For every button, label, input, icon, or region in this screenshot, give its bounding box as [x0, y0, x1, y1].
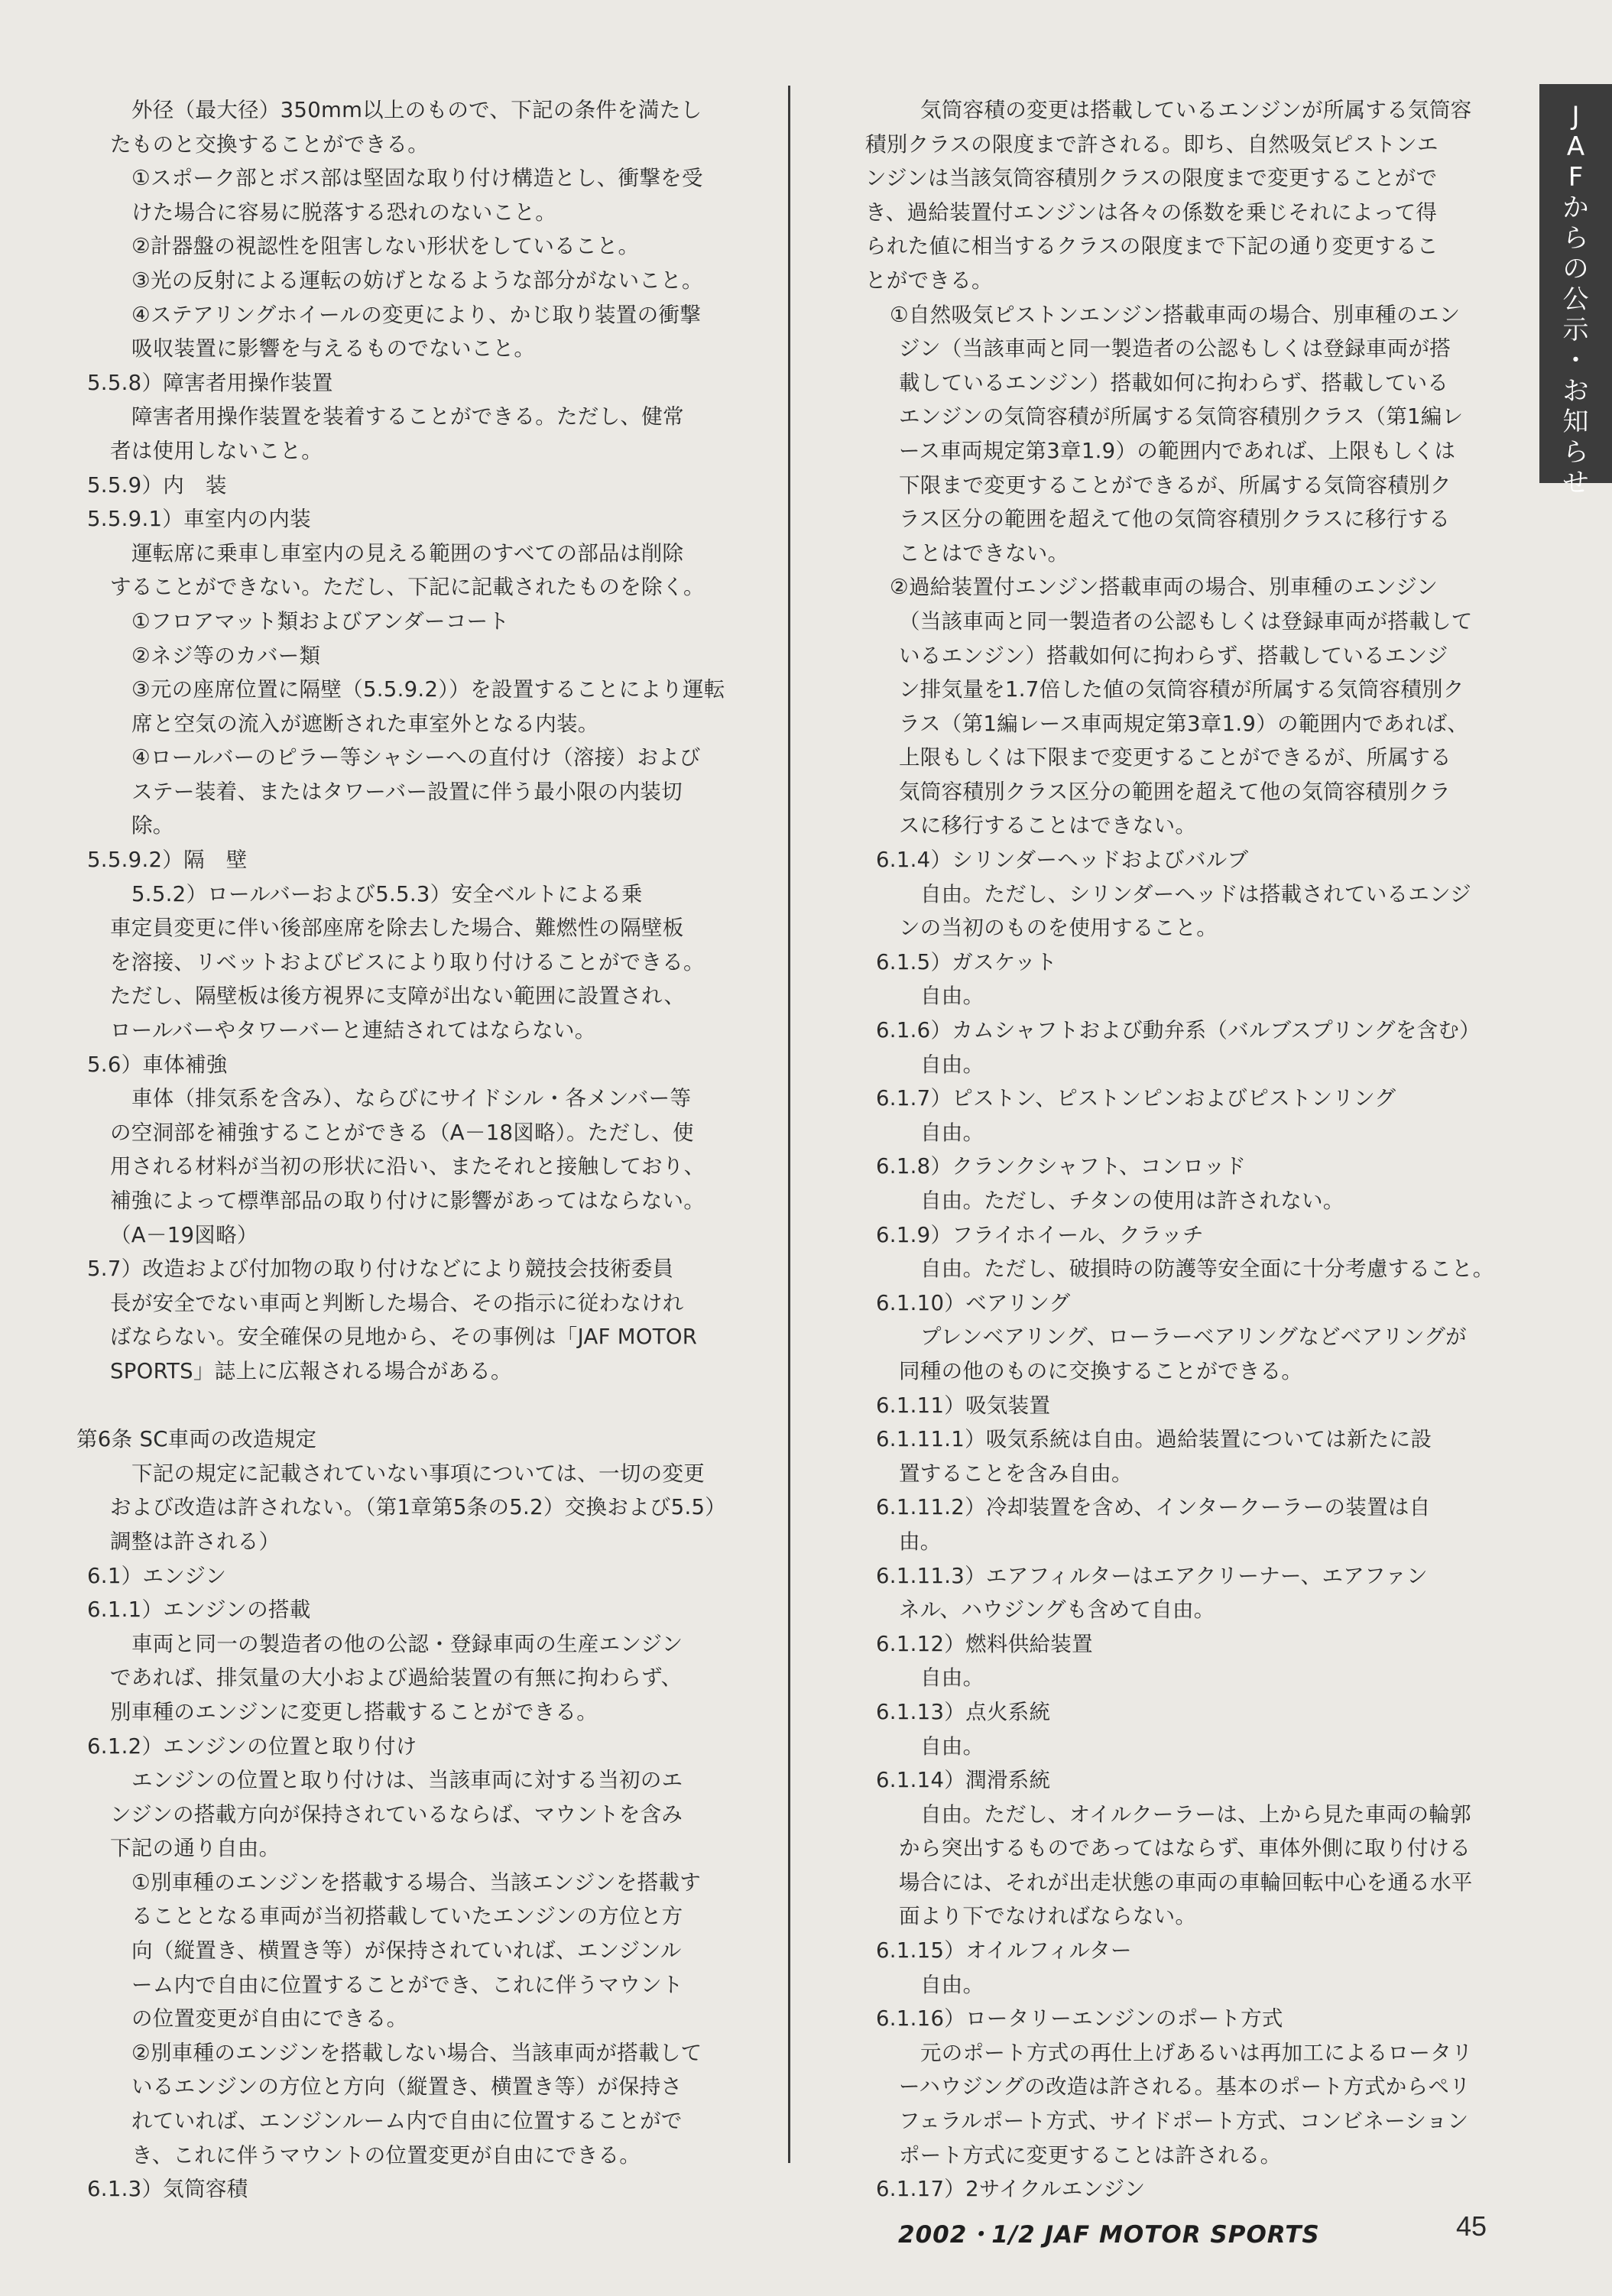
text-line: ーハウジングの改造は許される。基本のポート方式からペリ [899, 2074, 1471, 2100]
text-line: ポート方式に変更することは許される。 [899, 2142, 1282, 2168]
text-line: ラス（第1編レース車両規定第3章1.9）の範囲内であれば、 [899, 711, 1469, 736]
text-line: いるエンジン）搭載如何に拘わらず、搭載しているエンジ [899, 643, 1448, 668]
text-line: 障害者用操作装置を装着することができる。ただし、健常 [131, 404, 684, 430]
text-line: 自由。ただし、オイルクーラーは、上から見た車両の輪郭 [920, 1801, 1471, 1827]
text-line: 6.1.3）気筒容積 [87, 2177, 248, 2202]
text-line: 下記の通り自由。 [110, 1836, 281, 1861]
text-line: 置することを含み自由。 [899, 1461, 1133, 1486]
text-line: 5.5.9.1）車室内の内装 [87, 507, 311, 532]
text-line: 席と空気の流入が遮断された車室外となる内装。 [131, 711, 599, 736]
text-line: の位置変更が自由にできる。 [131, 2006, 408, 2032]
text-line: 6.1.4）シリンダーヘッドおよびバルブ [876, 848, 1249, 873]
side-tab-glyph: 知 [1562, 407, 1589, 437]
text-line: ンの当初のものを使用すること。 [899, 916, 1218, 941]
text-line: ②別車種のエンジンを搭載しない場合、当該車両が搭載して [131, 2040, 702, 2065]
text-line: スに移行することはできない。 [899, 813, 1197, 838]
side-tab-glyph: ら [1562, 223, 1589, 254]
text-line: ③光の反射による運転の妨げとなるような部分がないこと。 [131, 268, 703, 293]
text-line: 長が安全でない車両と判断した場合、その指示に従わなけれ [110, 1290, 684, 1315]
text-line: 6.1）エンジン [87, 1563, 227, 1588]
text-line: いるエンジンの方位と方向（縦置き、横置き等）が保持さ [131, 2074, 683, 2100]
text-line: たものと交換することができる。 [110, 131, 429, 157]
text-line: であれば、排気量の大小および過給装置の有無に拘わらず、 [110, 1665, 683, 1691]
text-line: フェラルポート方式、サイドポート方式、コンビネーション [899, 2109, 1469, 2134]
side-tab-glyph: 示 [1562, 315, 1589, 345]
text-line: 自由。ただし、シリンダーヘッドは搭載されているエンジ [920, 881, 1472, 906]
text-line: 6.1.14）潤滑系統 [876, 1768, 1051, 1793]
text-line: プレンベアリング、ローラーベアリングなどベアリングが [920, 1325, 1467, 1350]
text-line: 6.1.10）ベアリング [876, 1290, 1071, 1315]
text-line: けた場合に容易に脱落する恐れのないこと。 [131, 199, 556, 225]
text-line: 6.1.17）2サイクルエンジン [876, 2177, 1146, 2202]
text-line: の空洞部を補強することができる（A－18図略）。ただし、使 [110, 1120, 694, 1145]
text-line: 車定員変更に伴い後部座席を除去した場合、難燃性の隔壁板 [110, 916, 684, 941]
side-tab-glyph: 公 [1562, 284, 1589, 315]
text-line: から突出するものであってはならず、車体外側に取り付ける [899, 1836, 1471, 1861]
text-line: ③元の座席位置に隔壁（5.5.9.2））を設置することにより運転 [131, 677, 725, 702]
text-line [76, 1389, 749, 1423]
text-line: 気筒容積別クラス区分の範囲を超えて他の気筒容積別クラ [899, 779, 1451, 804]
text-line: 6.1.1）エンジンの搭載 [87, 1597, 311, 1623]
text-line: 場合には、それが出走状態の車両の車輪回転中心を通る水平 [899, 1870, 1473, 1895]
text-line: 5.5.9）内 装 [87, 472, 227, 498]
side-tab-glyph: F [1568, 162, 1584, 193]
text-line: 5.7）改造および付加物の取り付けなどにより競技会技術委員 [87, 1257, 674, 1282]
side-tab-glyph: A [1566, 131, 1585, 162]
text-line: ①スポーク部とボス部は堅固な取り付け構造とし、衝撃を受 [131, 166, 703, 191]
text-line: 下限まで変更することができるが、所属する気筒容積別ク [899, 472, 1451, 498]
text-line: ことはできない。 [899, 540, 1069, 566]
section-side-tab [1539, 84, 1612, 498]
text-line: 除。 [131, 813, 174, 838]
text-line: 6.1.12）燃料供給装置 [876, 1631, 1093, 1656]
text-line: 6.1.2）エンジンの位置と取り付け [87, 1733, 417, 1759]
text-line: ②ネジ等のカバー類 [131, 643, 321, 668]
text-line: ①フロアマット類およびアンダーコート [131, 608, 510, 634]
text-line: 6.1.6）カムシャフトおよび動弁系（バルブスプリングを含む） [876, 1018, 1481, 1043]
text-line: ース車両規定第3章1.9）の範囲内であれば、上限もしくは [899, 438, 1456, 463]
page-number: 45 [1456, 2210, 1487, 2242]
text-line: 自由。ただし、破損時の防護等安全面に十分考慮すること。 [920, 1257, 1494, 1282]
text-line: ジン（当該車両と同一製造者の公認もしくは登録車両が搭 [899, 336, 1451, 362]
right-column [865, 93, 1538, 2207]
side-tab-glyph: か [1562, 193, 1589, 223]
text-line: 載しているエンジン）搭載如何に拘わらず、搭載している [899, 370, 1449, 395]
text-line: 向（縦置き、横置き等）が保持されていれば、エンジンル [131, 1938, 682, 1964]
side-tab-glyph: せ [1562, 468, 1589, 498]
text-line: 5.5.2）ロールバーおよび5.5.3）安全ベルトによる乗 [131, 881, 643, 906]
text-line: 自由。 [920, 1052, 984, 1077]
text-line: 者は使用しないこと。 [110, 438, 323, 463]
footer-issue: 2002・1/2 JAF MOTOR SPORTS [898, 2221, 1320, 2249]
text-line: 同種の他のものに交換することができる。 [899, 1358, 1303, 1383]
text-line: 6.1.11）吸気装置 [876, 1393, 1051, 1418]
text-line: ネル、ハウジングも含めて自由。 [899, 1597, 1215, 1623]
text-line: 6.1.13）点火系統 [876, 1699, 1051, 1724]
text-line: 6.1.5）ガスケット [876, 949, 1057, 975]
text-line: 6.1.11.1）吸気系統は自由。過給装置については新たに設 [876, 1427, 1432, 1452]
column-divider [788, 86, 790, 2163]
text-line: 6.1.16）ロータリーエンジンのポート方式 [876, 2006, 1283, 2032]
text-line: ンジンの搭載方向が保持されているならば、マウントを含み [110, 1801, 683, 1827]
text-line: 6.1.11.3）エアフィルターはエアクリーナー、エアファン [876, 1563, 1428, 1588]
text-line: 自由。ただし、チタンの使用は許されない。 [920, 1189, 1344, 1213]
text-line: ばならない。安全確保の見地から、その事例は「JAF MOTOR [110, 1325, 698, 1350]
text-line: 自由。 [920, 1120, 984, 1145]
text-line: 面より下でなければならない。 [899, 1904, 1197, 1929]
text-line: 車体（排気系を含み）、ならびにサイドシル・各メンバー等 [131, 1086, 692, 1111]
text-line: SPORTS」誌上に広報される場合がある。 [110, 1358, 512, 1383]
text-line: 用される材料が当初の形状に沿い、またそれと接触しており、 [110, 1154, 705, 1179]
side-tab-glyph: ・ [1562, 345, 1589, 376]
text-line: 下記の規定に記載されていない事項については、一切の変更 [131, 1461, 705, 1486]
text-line: ①自然吸気ピストンエンジン搭載車両の場合、別車種のエン [890, 302, 1461, 327]
text-line: ロールバーやタワーバーと連結されてはならない。 [110, 1018, 596, 1043]
side-tab-glyph: ら [1562, 437, 1589, 468]
side-tab-glyph: お [1562, 376, 1589, 407]
text-line: 吸収装置に影響を与えるものでないこと。 [131, 336, 536, 362]
side-tab-glyph: の [1562, 254, 1589, 284]
text-line: 補強によって標準部品の取り付けに影響があってはならない。 [110, 1189, 705, 1213]
text-line: 運転席に乗車し車室内の見える範囲のすべての部品は削除 [131, 540, 684, 566]
text-line: 調整は許される） [110, 1529, 281, 1554]
text-line: 自由。 [920, 1972, 984, 1997]
text-line: 積別クラスの限度まで許される。即ち、自然吸気ピストンエ [865, 131, 1438, 157]
text-line: 気筒容積の変更は搭載しているエンジンが所属する気筒容 [920, 98, 1472, 122]
text-line: き、これに伴うマウントの位置変更が自由にできる。 [131, 2142, 641, 2168]
text-line: 車両と同一の製造者の他の公認・登録車両の生産エンジン [131, 1631, 683, 1656]
text-line: 自由。 [920, 1665, 984, 1691]
text-line: エンジンの気筒容積が所属する気筒容積別クラス（第1編レ [899, 404, 1464, 430]
text-line: き、過給装置付エンジンは各々の係数を乗じそれによって得 [865, 199, 1438, 225]
text-line: 6.1.15）オイルフィルター [876, 1938, 1132, 1964]
text-line: （A－19図略） [110, 1222, 258, 1247]
text-line: 6.1.9）フライホイール、クラッチ [876, 1222, 1204, 1247]
side-tab-glyph: J [1571, 101, 1580, 131]
text-line: ーム内で自由に位置することができ、これに伴うマウント [131, 1972, 683, 1997]
text-line: エンジンの位置と取り付けは、当該車両に対する当初のエ [131, 1768, 683, 1793]
text-line: 由。 [899, 1529, 942, 1554]
text-line: ただし、隔壁板は後方視界に支障が出ない範囲に設置され、 [110, 984, 686, 1009]
text-line: 6.1.8）クランクシャフト、コンロッド [876, 1154, 1247, 1179]
text-line: ④ロールバーのピラー等シャシーへの直付け（溶接）および [131, 745, 701, 770]
text-line: ②計器盤の視認性を阻害しない形状をしていること。 [131, 234, 640, 259]
text-line: 5.5.9.2）隔 壁 [87, 848, 248, 873]
text-line: ン排気量を1.7倍した値の気筒容積が所属する気筒容積別ク [899, 677, 1464, 702]
text-line: 別車種のエンジンに変更し搭載することができる。 [110, 1699, 598, 1724]
text-line: れていれば、エンジンルーム内で自由に位置することがで [131, 2109, 683, 2134]
text-line: ラス区分の範囲を超えて他の気筒容積別クラスに移行する [899, 507, 1451, 532]
text-line: 上限もしくは下限まで変更することができるが、所属する [899, 745, 1451, 770]
text-line: 元のポート方式の再仕上げあるいは再加工によるロータリ [920, 2040, 1473, 2065]
text-line: および改造は許されない。（第1章第5条の5.2）交換および5.5） [110, 1495, 727, 1520]
text-line: 5.6）車体補強 [87, 1052, 228, 1077]
text-line: 自由。 [920, 984, 984, 1009]
text-line: ステー装着、またはタワーバー設置に伴う最小限の内装切 [131, 779, 683, 804]
text-line: ④ステアリングホイールの変更により、かじ取り装置の衝撃 [131, 302, 702, 327]
text-line: 自由。 [920, 1733, 984, 1759]
text-line: とができる。 [865, 268, 993, 293]
text-line: ることとなる車両が当初搭載していたエンジンの方位と方 [131, 1904, 683, 1929]
text-line: 6.1.11.2）冷却装置を含め、インタークーラーの装置は自 [876, 1495, 1431, 1520]
text-line: 6.1.7）ピストン、ピストンピンおよびピストンリング [876, 1086, 1396, 1111]
text-line: られた値に相当するクラスの限度まで下記の通り変更するこ [865, 234, 1438, 259]
text-line: ンジンは当該気筒容積別クラスの限度まで変更することがで [865, 166, 1438, 191]
text-line: （当該車両と同一製造者の公認もしくは登録車両が搭載して [899, 608, 1473, 634]
text-line: 5.5.8）障害者用操作装置 [87, 370, 333, 395]
text-line: 外径（最大径）350mm以上のもので、下記の条件を満たし [131, 98, 702, 122]
text-line: することができない。ただし、下記に記載されたものを除く。 [110, 575, 705, 600]
text-line: ②過給装置付エンジン搭載車両の場合、別車種のエンジン [890, 575, 1438, 600]
text-line: を溶接、リベットおよびビスにより取り付けることができる。 [110, 949, 705, 975]
text-line: 第6条 SC車両の改造規定 [76, 1427, 317, 1452]
left-column [76, 93, 749, 2207]
text-line: ①別車種のエンジンを搭載する場合、当該エンジンを搭載す [131, 1870, 702, 1895]
